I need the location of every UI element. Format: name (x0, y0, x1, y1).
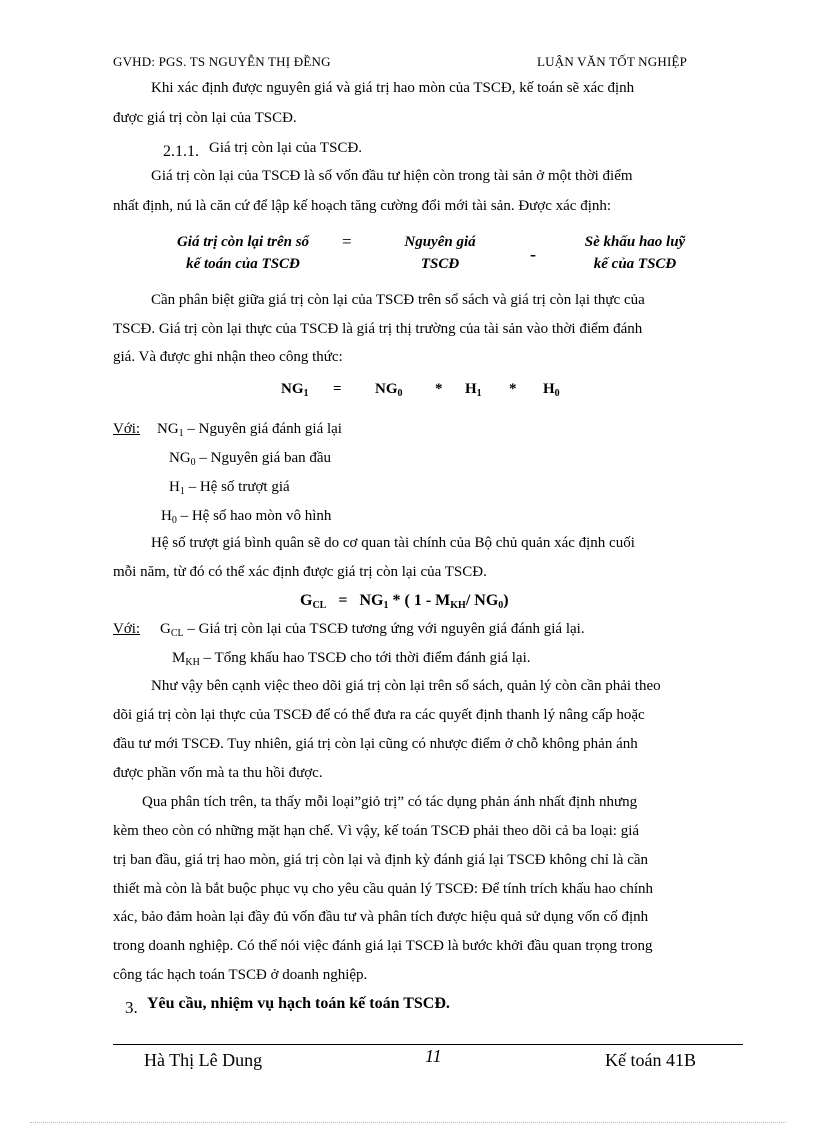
para5-line2: dõi giá trị còn lại thực của TSCĐ để có thể đưa ra các quyết định thanh lý nâng cấp hoặc (113, 707, 645, 723)
formula1-equals: = (342, 232, 352, 251)
defs1-item-ng0: $NG_0$ – Nguyên giá ban đầu (169, 450, 332, 468)
formula-residual-actual: $G_{CL}$ = $NG_1$ * ( $1 - M_{KH}/$ $NG_0$) (300, 592, 509, 611)
formula2-star2: * (509, 381, 517, 397)
para1-line1: Khi xác định được nguyên giá và giá trị hao mòn của TSCĐ, kế toán sẽ xác định (151, 80, 635, 96)
formula2-h0: $H_0$ (543, 381, 560, 399)
para5-line3: đầu tư mới TSCĐ. Tuy nhiên, giá trị còn lại cũng có nhược điểm ở chỗ không phản ánh (113, 736, 638, 752)
para3-line3: giá. Và được ghi nhận theo công thức: (113, 349, 343, 365)
formula1-minus: - (530, 244, 536, 264)
formula2-ng0: $NG_0$ (375, 381, 403, 399)
formula1-left-line2: kế toán của TSCĐ (186, 256, 300, 272)
para3-line2: TSCĐ. Giá trị còn lại thực của TSCĐ là giá trị thị trường của tài sản vào thời điểm đánh (113, 321, 643, 337)
para5-line1: Như vậy bên cạnh việc theo dõi giá trị còn lại trên sổ sách, quản lý còn cần phải theo (151, 678, 661, 694)
para6-line3: trị ban đầu, giá trị hao mòn, giá trị còn lại và định kỳ đánh giá lại TSCĐ không chỉ là cần (113, 852, 649, 868)
para6-line6: trong doanh nghiệp. Có thể nói việc đánh giá lại TSCĐ là bước khởi đầu quan trọng trong (113, 938, 653, 954)
heading3-number: 3. (125, 998, 138, 1017)
formula2-equals: = (333, 381, 342, 397)
heading3-title: Yêu cầu, nhiệm vụ hạch toán kế toán TSCĐ. (147, 995, 450, 1012)
formula2-ng1: $NG_1$ (281, 381, 309, 399)
formula1-right-line2: kế của TSCĐ (593, 256, 677, 272)
defs1-item-h0: $H_0$ – Hệ số hao mòn vô hình (161, 508, 332, 526)
header-thesis-title: LUẬN VĂN TỐT NGHIỆP (537, 54, 688, 69)
footer-class: Kế toán 41B (605, 1050, 696, 1070)
para6-line5: xác, bảo đảm hoàn lại đầy đủ vốn đầu tư và phân tích được hiệu quả sử dụng vốn cố định (113, 909, 649, 925)
para4-line2: mỗi năm, từ đó có thể xác định được giá trị còn lại của TSCĐ. (113, 564, 487, 580)
para5-line4: được phần vốn mà ta thu hồi được. (113, 765, 323, 781)
formula1-right-line1: Sè khấu hao luỹ (584, 234, 686, 250)
formula1-mid-line1: Nguyên giá (404, 234, 476, 250)
formula1-mid-line2: TSCĐ (420, 256, 460, 272)
para4-line1: Hệ số trượt giá bình quân sẽ do cơ quan tài chính của Bộ chủ quản xác định cuối (151, 535, 635, 551)
footer-page-number: 11 (425, 1046, 442, 1066)
formula2-h1: $H_1$ (465, 381, 482, 399)
para6-line7: công tác hạch toán TSCĐ ở doanh nghiệp. (113, 967, 368, 983)
footer-rule (113, 1044, 743, 1045)
formula2-star1: * (435, 381, 443, 397)
defs2-label: Với: (113, 621, 141, 637)
header-advisor: GVHD: PGS. TS NGUYỄN THỊ ĐỀNG (113, 54, 331, 69)
defs1-label: Với: (113, 421, 141, 437)
para6-line4: thiết mà còn là bắt buộc phục vụ cho yêu cầu quản lý TSCĐ: Để tính trích khấu hao chính (113, 881, 654, 897)
defs2-item-gcl: $G_{CL}$ – Giá trị còn lại của TSCĐ tương ứng với nguyên giá đánh giá lại. (160, 621, 585, 639)
para6-line2: kèm theo còn có những mặt hạn chế. Vì vậy, kế toán TSCĐ phải theo dõi cả ba loại: giá (113, 823, 640, 839)
para3-line1: Cần phân biệt giữa giá trị còn lại của TSCĐ trên sổ sách và giá trị còn lại thực của (151, 292, 645, 308)
defs2-item-mkh: $M_{KH}$ – Tổng khấu hao TSCĐ cho tới thời điểm đánh giá lại. (172, 650, 531, 668)
section-title: Giá trị còn lại của TSCĐ. (209, 140, 363, 156)
para2-line2: nhất định, nú là căn cứ để lập kế hoạch tăng cường đổi mới tài sản. Được xác định: (113, 198, 612, 214)
footer-author: Hà Thị Lê Dung (144, 1050, 263, 1070)
defs1-item-h1: $H_1$ – Hệ số trượt giá (169, 479, 290, 497)
para1-line2: được giá trị còn lại của TSCĐ. (113, 110, 297, 126)
para6-line1: Qua phân tích trên, ta thấy mỗi loại”giỏ trị” có tác dụng phản ánh nhất định nhưng (142, 794, 638, 810)
defs1-item-ng1: $NG_1$ – Nguyên giá đánh giá lại (157, 421, 342, 439)
formula1-left-line1: Giá trị còn lại trên sổ (176, 234, 310, 250)
section-number: 2.1.1. (163, 143, 199, 160)
para2-line1: Giá trị còn lại của TSCĐ là số vốn đầu tư hiện còn trong tài sản ở một thời điểm (151, 168, 633, 184)
